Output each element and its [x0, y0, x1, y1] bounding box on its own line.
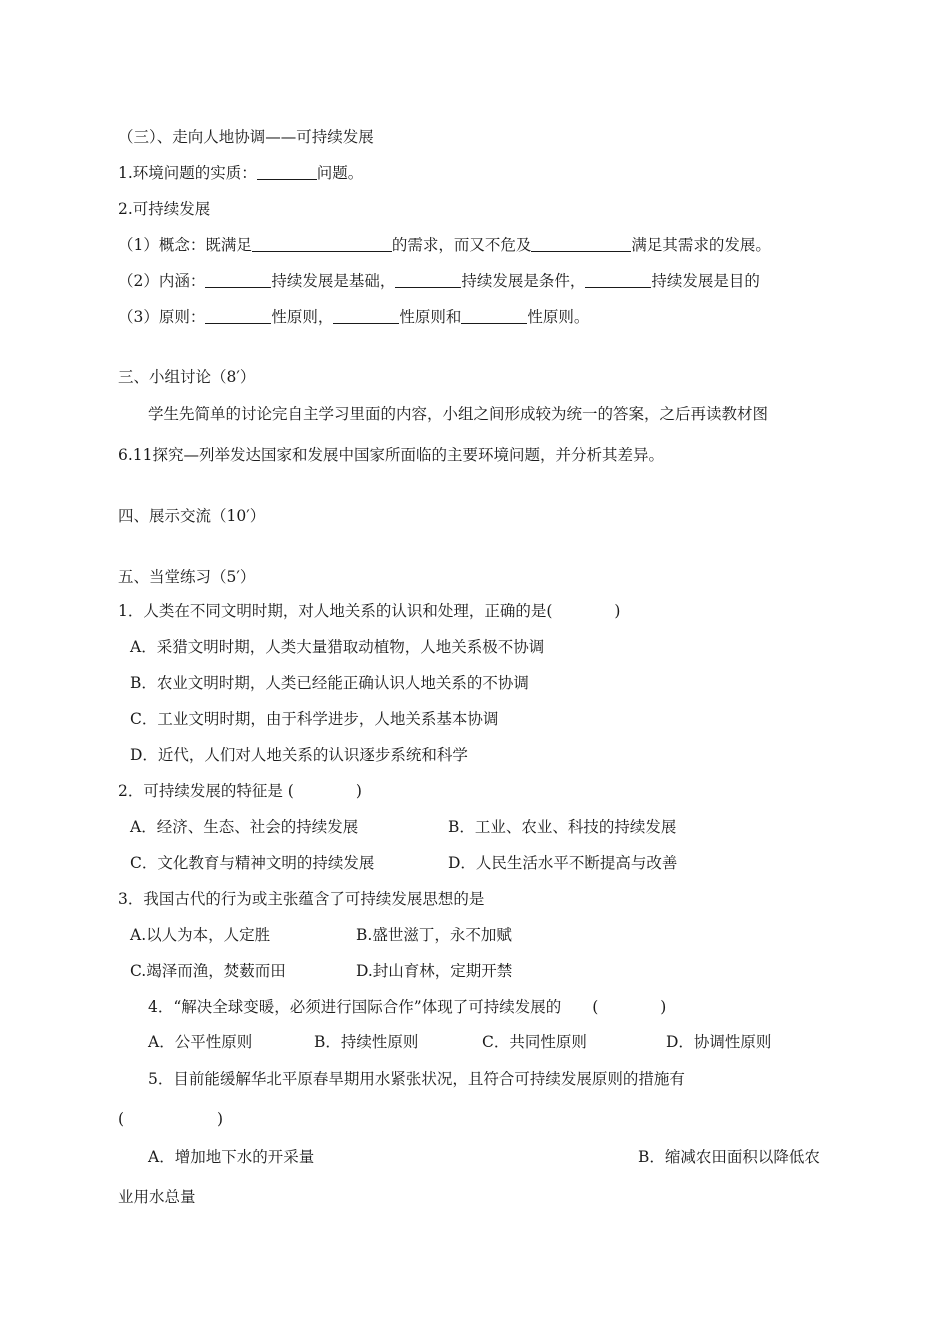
- option-4d: D．协调性原则: [666, 1033, 772, 1051]
- answer-blank[interactable]: [257, 163, 317, 180]
- concept-mid: 的需求，而又不危及: [391, 236, 532, 254]
- option-2a: A．经济、生态、社会的持续发展: [130, 818, 359, 836]
- question-4: 4．“解决全球变暖，必须进行国际合作”体现了可持续发展的 ( ): [148, 998, 667, 1016]
- option-4b: B．持续性原则: [314, 1033, 419, 1051]
- meaning-line: [118, 270, 760, 292]
- option-5b: B．缩减农田面积以降低农: [638, 1148, 820, 1166]
- meaning-b: 持续发展是条件，: [461, 272, 586, 290]
- answer-blank[interactable]: [585, 271, 651, 288]
- option-2d: D．人民生活水平不断提高与改善: [448, 854, 678, 872]
- question-5: 5．目前能缓解华北平原春旱期用水紧张状况，且符合可持续发展原则的措施有: [148, 1070, 685, 1088]
- fill-question-1: [118, 162, 363, 184]
- meaning-a: 持续发展是基础，: [271, 272, 396, 290]
- answer-blank[interactable]: [531, 235, 631, 252]
- concept-line: [118, 234, 771, 256]
- section-title-3: （三）、走向人地协调——可持续发展: [118, 128, 374, 146]
- principle-c: 性原则。: [527, 308, 590, 326]
- answer-blank[interactable]: [205, 271, 271, 288]
- discuss-paragraph-1: 学生先简单的讨论完自主学习里面的内容，小组之间形成较为统一的答案，之后再读教材图: [148, 405, 769, 423]
- principle-b: 性原则和: [399, 308, 462, 326]
- option-4a: A．公平性原则: [148, 1033, 253, 1051]
- option-1d: D．近代，人们对人地关系的认识逐步系统和科学: [130, 746, 468, 764]
- q1-prefix: 1.环境问题的实质：: [118, 164, 257, 182]
- concept-prefix: （1）概念：既满足: [118, 236, 252, 254]
- sub-title-sustainable: 2.可持续发展: [118, 200, 211, 218]
- principle-line: [118, 306, 589, 328]
- answer-blank[interactable]: [252, 235, 392, 252]
- question-2: 2．可持续发展的特征是 ( ): [118, 782, 362, 800]
- option-4c: C．共同性原则: [482, 1033, 587, 1051]
- option-1b: B．农业文明时期，人类已经能正确认识人地关系的不协调: [130, 674, 529, 692]
- option-3c: C.竭泽而渔，焚薮而田: [130, 962, 286, 980]
- option-1c: C．工业文明时期，由于科学进步，人地关系基本协调: [130, 710, 499, 728]
- discuss-paragraph-2: 6.11探究—列举发达国家和发展中国家所面临的主要环境问题，并分析其差异。: [118, 446, 665, 464]
- option-3d: D.封山育林，定期开禁: [356, 962, 513, 980]
- section-title-show: 四、展示交流（10′）: [118, 507, 266, 525]
- option-5b-continued: 业用水总量: [118, 1188, 196, 1206]
- option-2c: C．文化教育与精神文明的持续发展: [130, 854, 375, 872]
- option-2b: B．工业、农业、科技的持续发展: [448, 818, 677, 836]
- option-3b: B.盛世滋丁，永不加赋: [356, 926, 512, 944]
- question-1: 1．人类在不同文明时期，对人地关系的认识和处理，正确的是( ): [118, 602, 621, 620]
- answer-blank[interactable]: [333, 307, 399, 324]
- section-title-practice: 五、当堂练习（5′）: [118, 568, 256, 586]
- answer-blank[interactable]: [395, 271, 461, 288]
- answer-blank[interactable]: [461, 307, 527, 324]
- question-5-paren: ( ): [118, 1110, 224, 1128]
- q1-suffix: 问题。: [316, 164, 364, 182]
- principle-prefix: （3）原则：: [118, 308, 206, 326]
- option-1a: A．采猎文明时期，人类大量猎取动植物，人地关系极不协调: [130, 638, 545, 656]
- option-3a: A.以人为本，人定胜: [130, 926, 271, 944]
- answer-blank[interactable]: [205, 307, 271, 324]
- section-title-discuss: 三、小组讨论（8′）: [118, 368, 256, 386]
- option-5a: A．增加地下水的开采量: [148, 1148, 315, 1166]
- meaning-prefix: （2）内涵：: [118, 272, 206, 290]
- meaning-c: 持续发展是目的: [651, 272, 760, 290]
- concept-suffix: 满足其需求的发展。: [631, 236, 771, 254]
- question-3: 3．我国古代的行为或主张蕴含了可持续发展思想的是: [118, 890, 485, 908]
- principle-a: 性原则，: [271, 308, 334, 326]
